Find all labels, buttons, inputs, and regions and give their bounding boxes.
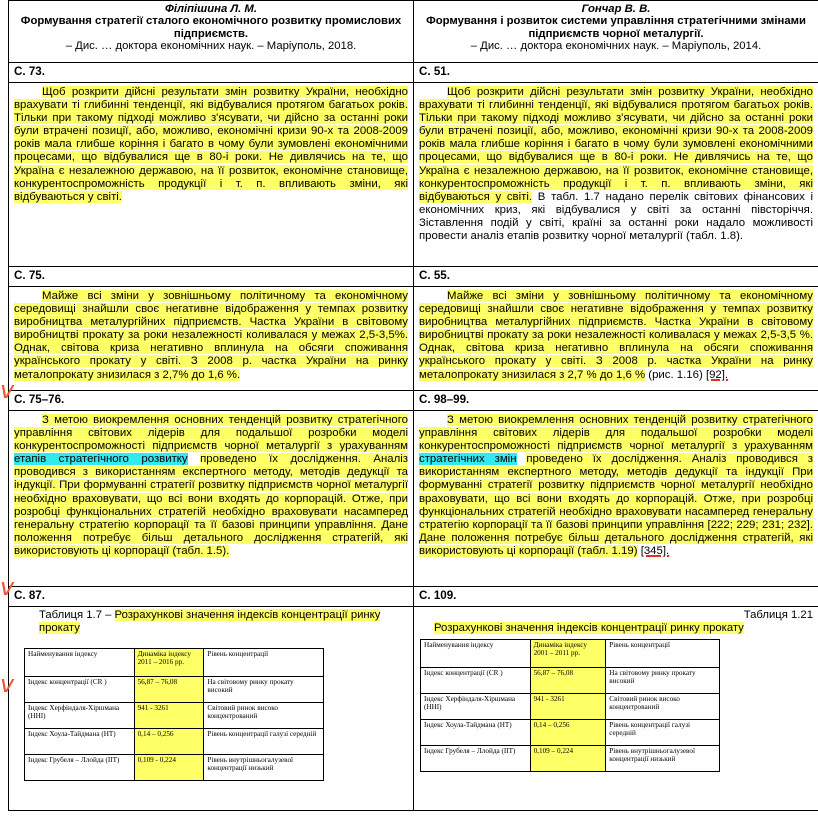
- left-page-ref: С. 75–76.: [9, 391, 414, 411]
- left-page-ref: С. 73.: [9, 63, 414, 83]
- index-level: Рівень концентрації галузі середній: [606, 720, 720, 746]
- right-page-ref: С. 55.: [414, 267, 818, 287]
- right-table-cell: [414, 607, 818, 811]
- right-text-block: [414, 411, 818, 587]
- index-level: На світовому ринку прокату високий: [204, 677, 324, 703]
- table-row: [9, 607, 818, 811]
- cyan-highlighted-text: стратегічних змін: [419, 453, 517, 466]
- highlighted-text: Щоб розкрити дійсні результати змін розвитку України, необхідно врахувати ті глибинні тенденції, які відбувалися протягом багатьох років. Тільки при такому підході можливо з'ясувати, чи дійсно за останні роки були втрачені позиції, або, можливо, економічні кризи 90-х та 2008-2009 років мала глибше коріння і багато в чому були зумовлені економічними процесами, що відбувалися ще в 80-і роки. Не дивлячись на те, що Україна є незалежною державою, на її розвиток, економічне становище, конкурентоспроможність продукції і т. п. впливають зміни, які відбуваються у світі.: [419, 86, 813, 203]
- citation-ref: [92].: [705, 368, 729, 381]
- left-author: Філіпішина Л. М.: [165, 3, 257, 15]
- caption-number: Таблиця 1.7 –: [39, 609, 112, 621]
- index-value: 0,14 – 0,256: [134, 729, 204, 755]
- handwritten-check-mark: v: [0, 376, 15, 404]
- caption-title: Розрахункові значення індексів концентрації ринку прокату: [39, 609, 381, 634]
- index-header: [25, 649, 324, 677]
- right-header: [414, 1, 818, 63]
- comparison-table: [8, 0, 818, 811]
- index-row: [421, 720, 720, 746]
- text-row: [9, 411, 818, 587]
- index-name: Індекс Херфіндаля-Хіршмана (ННІ): [25, 703, 135, 729]
- index-value: 0,14 – 0,256: [530, 720, 606, 746]
- col-header: Найменування індексу: [421, 640, 531, 668]
- highlighted-text: З метою виокремлення основних тенденцій розвитку стратегічного управління світових лідерів для подальшої розробки моделі конкурентоспроможності підприємств чорної металургії з урахуванням: [419, 414, 813, 453]
- col-header: Динаміка індексу 2011 – 2016 рр.: [134, 649, 204, 677]
- right-title: Формування і розвиток системи управління стратегічними змінами підприємств чорної металургії.: [426, 15, 806, 40]
- index-row: [25, 729, 324, 755]
- text-row: [9, 287, 818, 391]
- col-header: Динаміка індексу 2001 – 2011 рр.: [530, 640, 606, 668]
- left-table-caption: [9, 607, 413, 635]
- caption-number: Таблиця 1.21: [743, 609, 813, 621]
- index-value: 941 - 3261: [134, 703, 204, 729]
- index-level: Рівень концентрації галузі середній: [204, 729, 324, 755]
- comparison-sheet: [8, 0, 818, 823]
- right-source: – Дис. … доктора економічних наук. – Маріуполь, 2014.: [470, 40, 762, 53]
- col-header: Рівень концентрації: [204, 649, 324, 677]
- left-index-table: [24, 648, 324, 781]
- index-value: 941 - 3261: [530, 694, 606, 720]
- index-row: [25, 703, 324, 729]
- highlighted-text: Майже всі зміни у зовнішньому політичному та економічному середовищі знайшли своє негативне відображення у темпах розвитку виробництва металургійних підприємств. Частка України в світовому виробництві прокату за роки незалежності коливалася у межах 2,5-3,5 %. Однак, світова криза негативно вплинула на обсяги споживання українського прокату у світі. З 2008 р. частка України на ринку металопрокату знизилася з 2,7 % до 1,6 %: [419, 290, 813, 381]
- highlighted-text: проведено їх дослідження. Аналіз проводився з використанням експертного методу, методів дедукції та індукції При формуванні стратегії розвитку підприємств чорної металургії необхідно враховувати, що всі вони входять до корпорацій. Отже, при розробці функціональних стратегій необхідно враховувати насамперед генеральну стратегію корпорації та її базові принципи управління [222; 229; 231; 232]. Дане положення потребує більш детального дослідження стратегій, які використовують ці корпорації (табл. 1.19): [419, 453, 813, 557]
- index-name: Індекс концентрації (CR ): [25, 677, 135, 703]
- header-row: [9, 1, 818, 63]
- index-level: Світовий ринок високо концентрований: [204, 703, 324, 729]
- left-page-ref: С. 87.: [9, 587, 414, 607]
- index-value: 56,87 – 76,08: [134, 677, 204, 703]
- left-page-ref: С. 75.: [9, 267, 414, 287]
- caption-title: Розрахункові значення індексів концентрації ринку прокату: [434, 622, 744, 634]
- text-row: [9, 83, 818, 267]
- left-text-block: [9, 287, 414, 391]
- index-row: [421, 694, 720, 720]
- page-row: [9, 63, 818, 83]
- index-header: [421, 640, 720, 668]
- right-text-block: [414, 287, 818, 391]
- highlighted-text: проведено їх дослідження. Аналіз проводився з використанням експертного методу, методів дедукції та індукції. При формуванні стратегії розвитку підприємств чорної металургії необхідно враховувати, що всі вони входять до корпорацій. Отже, при розробці функціональних стратегій необхідно враховувати насамперед генеральну стратегію корпорації та її базові принципи управління. Дане положення потребує більш детального дослідження стратегій, які використовують ці корпорації (табл. 1.5).: [14, 453, 408, 557]
- citation-ref: [345].: [640, 544, 670, 557]
- left-table-cell: [9, 607, 414, 811]
- handwritten-check-mark: v: [0, 670, 15, 698]
- index-value: 0,109 - 0,224: [134, 755, 204, 781]
- index-name: Індекс Грубеля – Ллойда (ІІТ): [421, 746, 531, 772]
- handwritten-check-mark: v: [0, 573, 15, 601]
- index-row: [25, 755, 324, 781]
- index-level: Світовий ринок високо концентрований: [606, 694, 720, 720]
- page-row: [9, 391, 818, 411]
- index-level: Рівень внутрішньогалузевої концентрації низький: [204, 755, 324, 781]
- left-title: Формування стратегії сталого економічного розвитку промислових підприємств.: [20, 15, 402, 40]
- highlighted-text: Майже всі зміни у зовнішньому політичному та економічному середовищі знайшли своє негативне відображення у темпах розвитку виробництва металургійних підприємств. Частка України в світовому виробництві прокату за роки незалежності коливалася у межах 2,5-3,5%. Однак, світова криза негативно вплинула на обсяги споживання українського прокату у світі. З 2008 р. частка України на ринку металопрокату знизилася з 2,7% до 1,6 %.: [14, 290, 408, 381]
- index-row: [25, 677, 324, 703]
- plain-text: В табл. 1.7 надано перелік світових фінансових і економічних криз, які відбувалися у світі за останні півсторіччя. Зіставлення подій у світі, країні за останні роки надало можливості провести аналіз етапів розвитку чорної металургії (табл. 1.8).: [419, 190, 814, 243]
- highlighted-text: З метою виокремлення основних тенденцій розвитку стратегічного управління світових лідерів для подальшої розробки моделі конкурентоспроможності підприємств чорної металургії з урахуванням: [14, 414, 408, 453]
- right-index-table: [420, 639, 720, 772]
- cyan-highlighted-text: етапів стратегічного розвитку: [14, 453, 188, 466]
- left-source: – Дис. … доктора економічних наук. – Маріуполь, 2018.: [65, 40, 357, 53]
- index-level: На світовому ринку прокату високий: [606, 668, 720, 694]
- index-row: [421, 746, 720, 772]
- right-page-ref: С. 51.: [414, 63, 818, 83]
- col-header: Рівень концентрації: [606, 640, 720, 668]
- page-row: [9, 587, 818, 607]
- left-text-block: [9, 411, 414, 587]
- index-name: Індекс Хоула-Тайдмана (НТ): [25, 729, 135, 755]
- index-value: 56,87 – 76,08: [530, 668, 606, 694]
- right-author: Гончар В. В.: [581, 3, 651, 15]
- index-name: Індекс Грубеля – Ллойда (ІІТ): [25, 755, 135, 781]
- left-header: [9, 1, 414, 63]
- col-header: Найменування індексу: [25, 649, 135, 677]
- plain-text: (рис. 1.16): [648, 368, 703, 381]
- right-table-caption: [414, 607, 818, 635]
- index-name: Індекс Хоула-Тайдмана (НТ): [421, 720, 531, 746]
- index-name: Індекс концентрації (CR ): [421, 668, 531, 694]
- right-page-ref: С. 98–99.: [414, 391, 818, 411]
- index-level: Рівень внутрішньогалузевої концентрації низький: [606, 746, 720, 772]
- right-page-ref: С. 109.: [414, 587, 818, 607]
- highlighted-text: Щоб розкрити дійсні результати змін розвитку України, необхідно врахувати ті глибинні тенденції, які відбувалися протягом багатьох років. Тільки при такому підході можливо з'ясувати, чи дійсно за останні роки були втрачені позиції, або, можливо, економічні кризи 90-х та 2008-2009 років мала глибше коріння і багато в чому були зумовлені економічними процесами, що відбувалися ще в 80-і роки. Не дивлячись на те, що Україна є незалежною державою, на її розвиток, економічне становище, конкурентоспроможність продукції і т. п. впливають зміни, які відбуваються у світі.: [14, 86, 408, 203]
- right-text-block: [414, 83, 818, 267]
- index-row: [421, 668, 720, 694]
- page-row: [9, 267, 818, 287]
- left-text-block: [9, 83, 414, 267]
- index-name: Індекс Херфіндаля-Хіршмана (ННІ): [421, 694, 531, 720]
- index-value: 0,109 – 0,224: [530, 746, 606, 772]
